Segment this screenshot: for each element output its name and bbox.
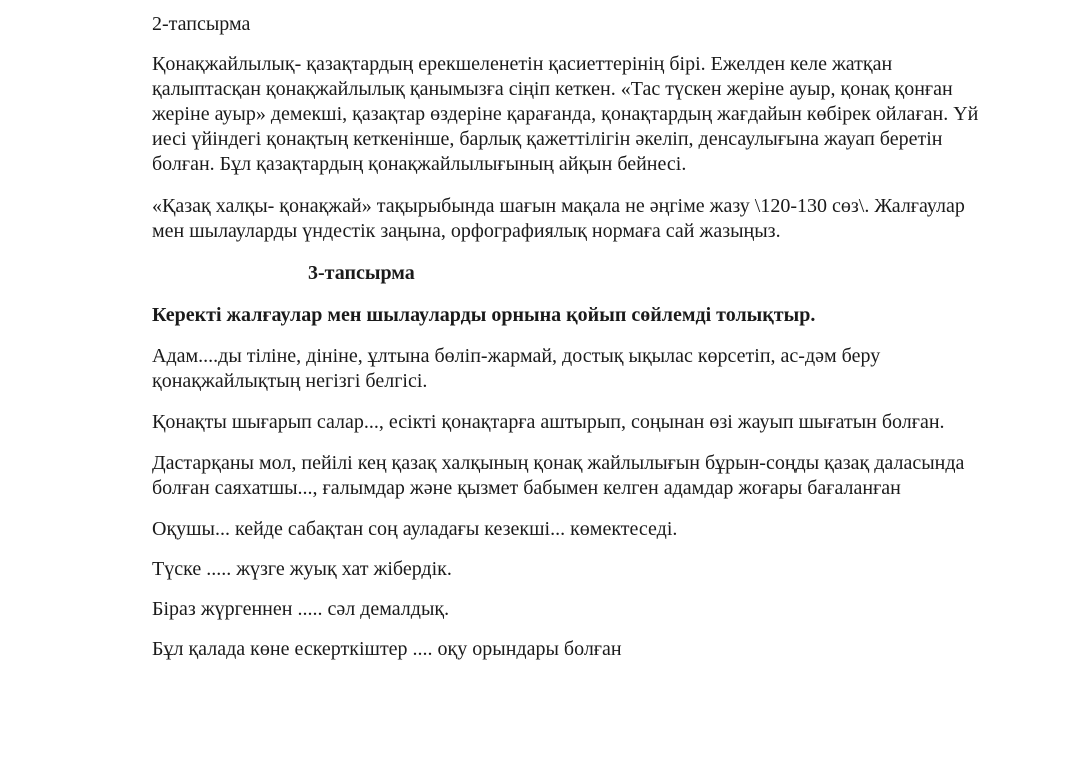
task2-assignment: «Қазақ халқы- қонақжай» тақырыбында шағын мақала не әңгіме жазу \120-130 сөз\. Жалғаулар мен шылауларды үндестік заңына, орфографиялық нормаға сай жазыңыз. (152, 195, 965, 242)
exercise-sentence-7: Бұл қалада көне ескерткіштер .... оқу орындары болған (152, 638, 622, 660)
exercise-sentence-5: Түске ..... жүзге жуық хат жібердік. (152, 558, 452, 580)
task3-instruction: Керекті жалғаулар мен шылауларды орнына қойып сөйлемді толықтыр. (152, 304, 816, 326)
exercise-sentence-6: Біраз жүргеннен ..... сәл демалдық. (152, 598, 450, 620)
exercise-sentence-2: Қонақты шығарып салар..., есікті қонақтарға аштырып, соңынан өзі жауып шығатын болған. (152, 411, 945, 433)
exercise-sentence-4: Оқушы... кейде сабақтан соң ауладағы кезекші... көмектеседі. (152, 518, 678, 540)
exercise-sentence-1: Адам....ды тіліне, дініне, ұлтына бөліп-жармай, достық ықылас көрсетіп, ас-дәм беру қонақжайлықтың негізгі белгісі. (152, 345, 881, 392)
task2-paragraph: Қонақжайлылық- қазақтардың ерекшеленетін қасиеттерінің бірі. Ежелден келе жатқан қалыптасқан қонақжайлылық қанымызға сіңіп кеткен. «Тас түскен жеріне ауыр, қонақ қонған жеріне ауыр» демекші, қазақтар өздеріне қарағанда, қонақтардың жағдайын көбірек ойлаған. Үй иесі үйіндегі қонақтың кеткенінше, барлық қажеттілігін әкеліп, денсаулығына жауап беретін болған. Бұл қазақтардың қонақжайлылығының айқын бейнесі. (152, 53, 979, 175)
task3-heading: 3-тапсырма (308, 262, 415, 284)
document-page (152, 12, 982, 677)
task2-heading: 2-тапсырма (152, 13, 251, 35)
exercise-sentence-3: Дастарқаны мол, пейілі кең қазақ халқының қонақ жайлылығын бұрын-соңды қазақ даласында болған саяхатшы..., ғалымдар және қызмет бабымен келген адамдар жоғары бағаланған (152, 452, 965, 499)
